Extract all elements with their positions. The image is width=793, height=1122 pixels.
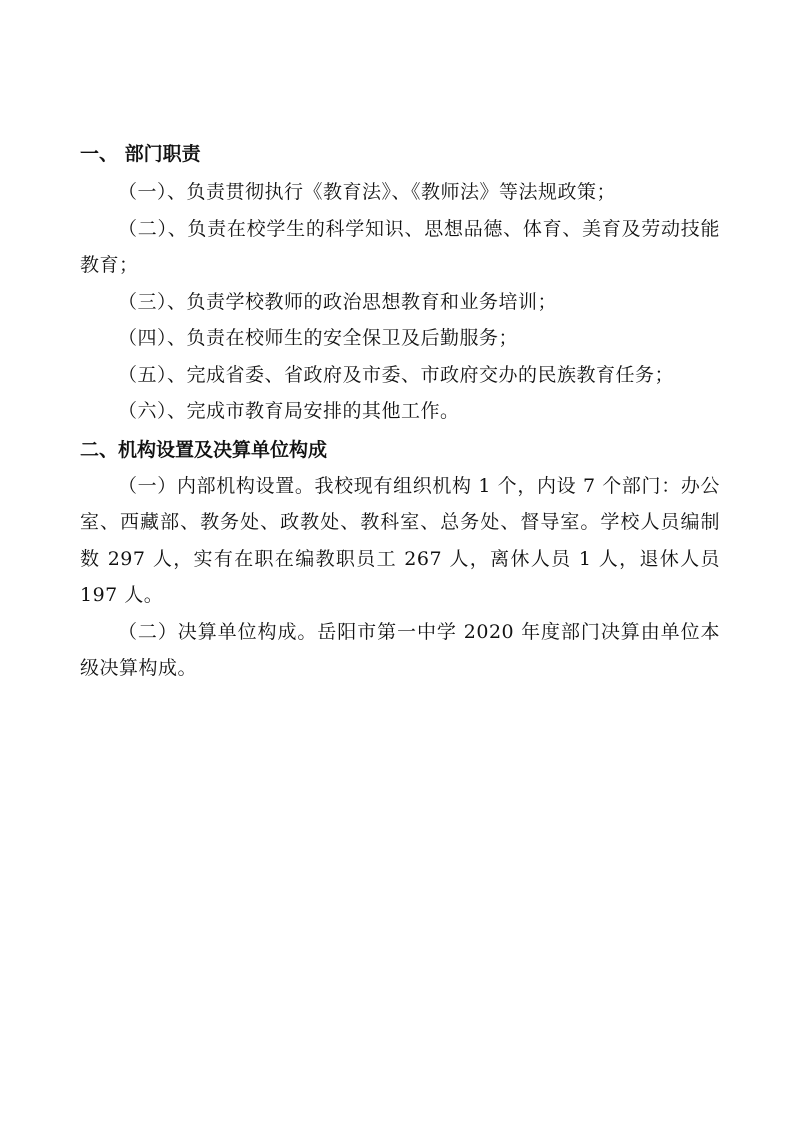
- duty-item-6: （六）、完成市教育局安排的其他工作。: [118, 400, 460, 422]
- section-heading-structure: 二、机构设置及决算单位构成: [80, 438, 328, 461]
- structure-item-2: （二）决算单位构成。岳阳市第一中学 2020 年度部门决算由单位本级决算构成。: [80, 620, 720, 679]
- section-heading-duties: 一、 部门职责: [80, 143, 201, 165]
- duty-item-1: （一）、负责贯彻执行《教育法》、《教师法》等法规政策；: [118, 181, 617, 203]
- document-body: [80, 138, 720, 687]
- structure-item-1: （一）内部机构设置。我校现有组织机构 1 个，内设 7 个部门：办公室、西藏部、教务处、政教处、教科室、总务处、督导室。学校人员编制数 297 人，实有在职在编教职员工 267 人，离休人员 1 人，退休人员 197 人。: [80, 474, 720, 606]
- duty-item-5: （五）、完成省委、省政府及市委、市政府交办的民族教育任务；: [118, 363, 675, 386]
- duty-item-4: （四）、负责在校师生的安全保卫及后勤服务；: [118, 327, 519, 349]
- duty-item-2: （二）、负责在校学生的科学知识、思想品德、体育、美育及劳动技能教育；: [80, 217, 720, 276]
- duty-item-3: （三）、负责学校教师的政治思想教育和业务培训；: [118, 290, 558, 313]
